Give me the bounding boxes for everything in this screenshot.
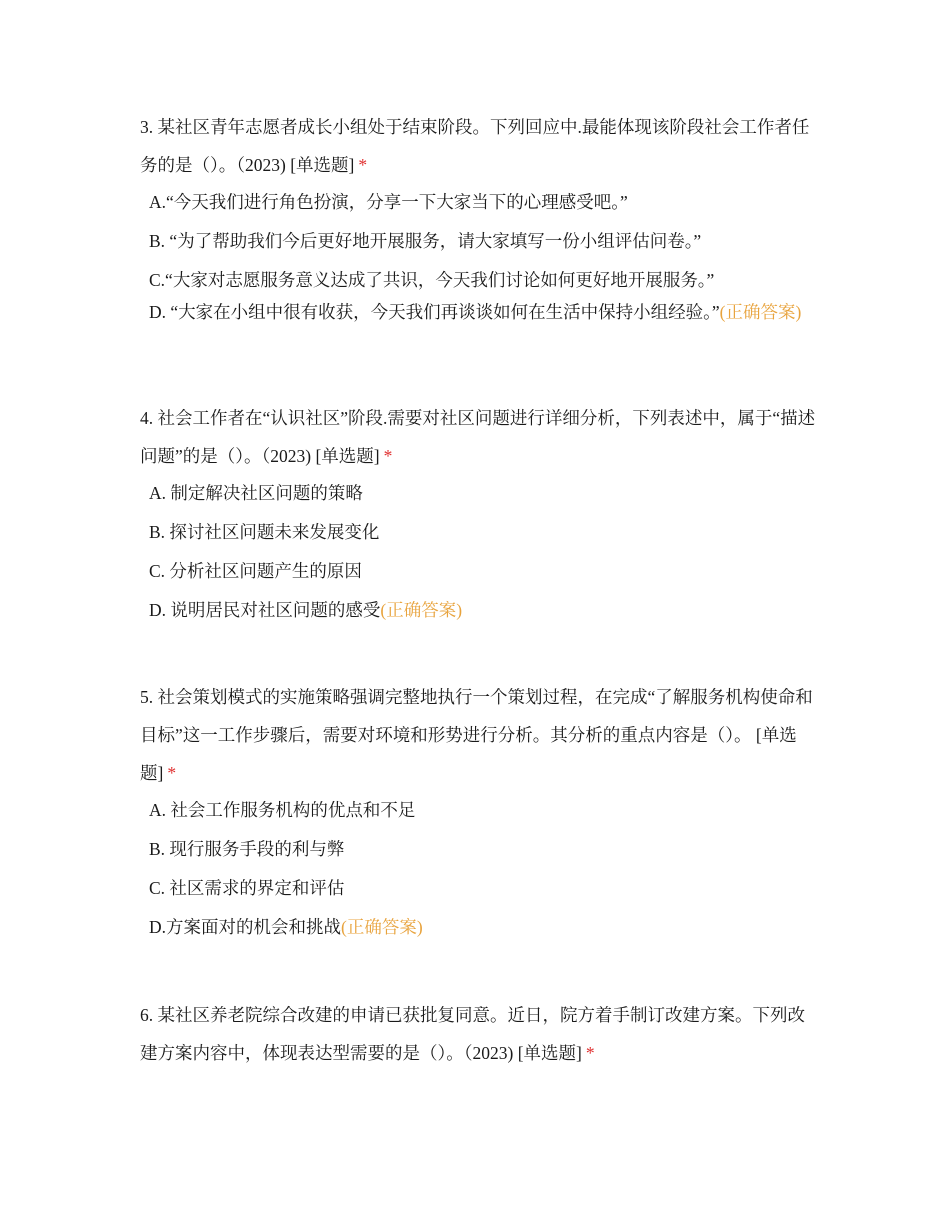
question-stem: 3. 某社区青年志愿者成长小组处于结束阶段。下列回应中.最能体现该阶段社会工作者任务的是（）。（2023) [单选题] * [140, 117, 810, 175]
option-a[interactable]: A.“今天我们进行角色扮演，分享一下大家当下的心理感受吧。” [149, 192, 628, 212]
question-stem: 4. 社会工作者在“认识社区”阶段.需要对社区问题进行详细分析，下列表述中，属于“描述问题”的是（）。（2023) [单选题] * [140, 408, 816, 466]
option-d[interactable]: D. “大家在小组中很有收获，今天我们再谈谈如何在生活中保持小组经验。”(正确答案) [149, 302, 802, 322]
required-asterisk: * [383, 446, 393, 466]
required-asterisk: * [585, 1043, 595, 1063]
option-a[interactable]: A. 制定解决社区问题的策略 [149, 483, 363, 503]
required-asterisk: * [358, 155, 368, 175]
option-c[interactable]: C. 分析社区问题产生的原因 [149, 561, 362, 581]
option-b[interactable]: B. 现行服务手段的利与弊 [149, 839, 345, 859]
option-b[interactable]: B. 探讨社区问题未来发展变化 [149, 522, 380, 542]
option-c[interactable]: C. 社区需求的界定和评估 [149, 878, 345, 898]
question-3 [140, 108, 820, 339]
option-d[interactable]: D.方案面对的机会和挑战(正确答案) [149, 917, 423, 937]
question-4 [140, 399, 820, 637]
required-asterisk: * [167, 763, 177, 783]
option-c[interactable]: C.“大家对志愿服务意义达成了共识，今天我们讨论如何更好地开展服务。” [149, 270, 715, 290]
question-stem: 5. 社会策划模式的实施策略强调完整地执行一个策划过程，在完成“了解服务机构使命和目标”这一工作步骤后，需要对环境和形势进行分析。其分析的重点内容是（）。 [单选题] * [140, 687, 813, 783]
question-5 [140, 678, 820, 954]
correct-answer-label: (正确答案) [380, 600, 463, 620]
correct-answer-label: (正确答案) [719, 302, 802, 322]
question-stem: 6. 某社区养老院综合改建的申请已获批复同意。近日，院方着手制订改建方案。下列改建方案内容中，体现表达型需要的是（）。（2023) [单选题] * [140, 1005, 805, 1063]
option-b[interactable]: B. “为了帮助我们今后更好地开展服务，请大家填写一份小组评估问卷。” [149, 231, 702, 251]
options-list [140, 798, 820, 939]
question-6 [140, 996, 820, 1072]
option-a[interactable]: A. 社会工作服务机构的优点和不足 [149, 800, 416, 820]
correct-answer-label: (正确答案) [341, 917, 423, 937]
options-list [140, 481, 820, 622]
option-d[interactable]: D. 说明居民对社区问题的感受(正确答案) [149, 600, 463, 620]
options-list [140, 190, 820, 324]
